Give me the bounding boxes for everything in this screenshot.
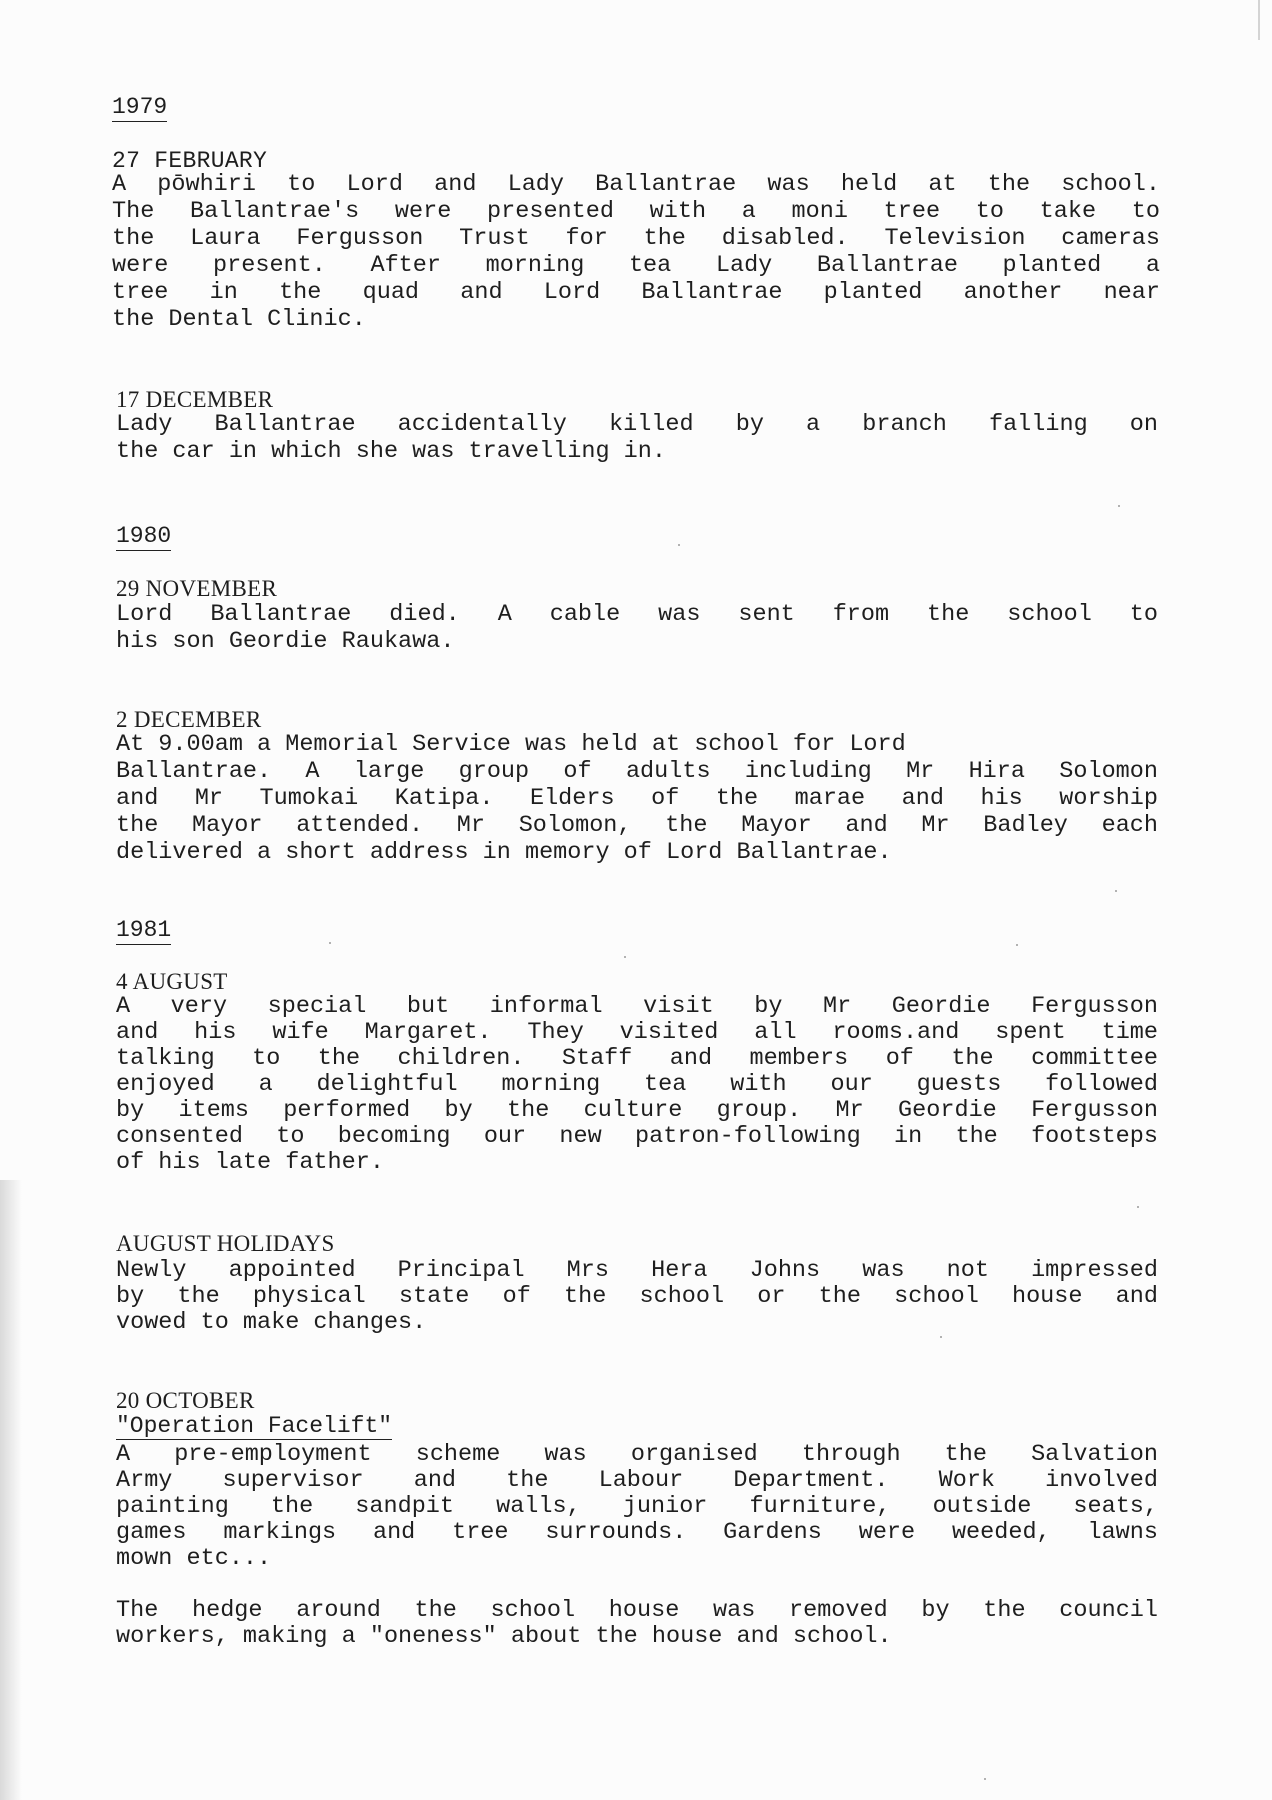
entry-line: and his wife Margaret. They visited all rooms.and spent time xyxy=(116,1019,1158,1046)
entry-body-4-august xyxy=(116,993,1158,1175)
entry-line: the Dental Clinic. xyxy=(112,306,366,333)
entry-subheading-operation-facelift: "Operation Facelift" xyxy=(116,1413,393,1439)
entry-body-20-october xyxy=(116,1441,1158,1571)
entry-body-29-november xyxy=(116,601,1158,655)
entry-line: workers, making a "oneness" about the house and school. xyxy=(116,1623,892,1650)
entry-line: consented to becoming our new patron-following in the footsteps xyxy=(116,1123,1158,1150)
scan-edge-mark xyxy=(1258,0,1260,40)
entry-line: and Mr Tumokai Katipa. Elders of the marae and his worship xyxy=(116,785,1158,812)
entry-line: painting the sandpit walls, junior furniture, outside seats, xyxy=(116,1493,1158,1520)
entry-line: by items performed by the culture group. Mr Geordie Fergusson xyxy=(116,1097,1158,1124)
entry-line: his son Geordie Raukawa. xyxy=(116,628,455,655)
entry-body-2-december xyxy=(116,731,1158,866)
entry-date-4-august: 4 AUGUST xyxy=(116,969,228,994)
entry-body-27-february xyxy=(112,171,1160,333)
year-heading-1979: 1979 xyxy=(112,94,168,120)
entry-date-20-october: 20 OCTOBER xyxy=(116,1388,255,1413)
entry-body-august-holidays xyxy=(116,1257,1158,1335)
entry-line: A very special but informal visit by Mr Geordie Fergusson xyxy=(116,993,1158,1020)
entry-line: At 9.00am a Memorial Service was held at school for Lord xyxy=(116,731,906,758)
entry-line: Ballantrae. A large group of adults including Mr Hira Solomon xyxy=(116,758,1158,785)
entry-body-20-october-hedge xyxy=(116,1597,1158,1649)
scan-speck xyxy=(940,1336,942,1338)
scan-speck xyxy=(1118,505,1120,507)
entry-line: The hedge around the school house was removed by the council xyxy=(116,1597,1158,1624)
entry-line: A pōwhiri to Lord and Lady Ballantrae was held at the school. xyxy=(112,171,1160,198)
scan-speck xyxy=(1115,890,1117,892)
entry-line: A pre-employment scheme was organised through the Salvation xyxy=(116,1441,1158,1468)
entry-line: Army supervisor and the Labour Department. Work involved xyxy=(116,1467,1158,1494)
scan-speck xyxy=(678,544,680,546)
entry-line: talking to the children. Staff and members of the committee xyxy=(116,1045,1158,1072)
entry-line: by the physical state of the school or the school house and xyxy=(116,1283,1158,1310)
entry-line: vowed to make changes. xyxy=(116,1309,427,1336)
entry-line: mown etc... xyxy=(116,1545,272,1572)
entry-line: Lord Ballantrae died. A cable was sent from the school to xyxy=(116,601,1158,628)
entry-date-17-december: 17 DECEMBER xyxy=(116,387,274,412)
entry-date-27-february: 27 FEBRUARY xyxy=(112,148,268,174)
scan-shadow xyxy=(0,1180,22,1800)
entry-line: The Ballantrae's were presented with a moni tree to take to xyxy=(112,198,1160,225)
entry-line: the Laura Fergusson Trust for the disabled. Television cameras xyxy=(112,225,1160,252)
year-heading-1980: 1980 xyxy=(116,523,172,549)
entry-date-29-november: 29 NOVEMBER xyxy=(116,576,278,601)
entry-line: Lady Ballantrae accidentally killed by a branch falling on xyxy=(116,411,1158,438)
entry-line: enjoyed a delightful morning tea with our guests followed xyxy=(116,1071,1158,1098)
entry-date-august-holidays: AUGUST HOLIDAYS xyxy=(116,1231,335,1256)
entry-line: the Mayor attended. Mr Solomon, the Mayor and Mr Badley each xyxy=(116,812,1158,839)
entry-line: tree in the quad and Lord Ballantrae planted another near xyxy=(112,279,1160,306)
entry-line: of his late father. xyxy=(116,1149,384,1176)
entry-body-17-december xyxy=(116,411,1158,465)
scan-speck xyxy=(1016,944,1018,946)
entry-line: were present. After morning tea Lady Ballantrae planted a xyxy=(112,252,1160,279)
year-heading-1981: 1981 xyxy=(116,917,172,943)
scan-speck xyxy=(984,1778,986,1780)
entry-line: delivered a short address in memory of Lord Ballantrae. xyxy=(116,839,892,866)
entry-line: Newly appointed Principal Mrs Hera Johns was not impressed xyxy=(116,1257,1158,1284)
scan-speck xyxy=(1137,1206,1139,1208)
entry-date-2-december: 2 DECEMBER xyxy=(116,707,262,732)
scan-speck xyxy=(624,956,626,958)
entry-line: games markings and tree surrounds. Gardens were weeded, lawns xyxy=(116,1519,1158,1546)
scan-speck xyxy=(329,942,331,944)
entry-line: the car in which she was travelling in. xyxy=(116,438,666,465)
